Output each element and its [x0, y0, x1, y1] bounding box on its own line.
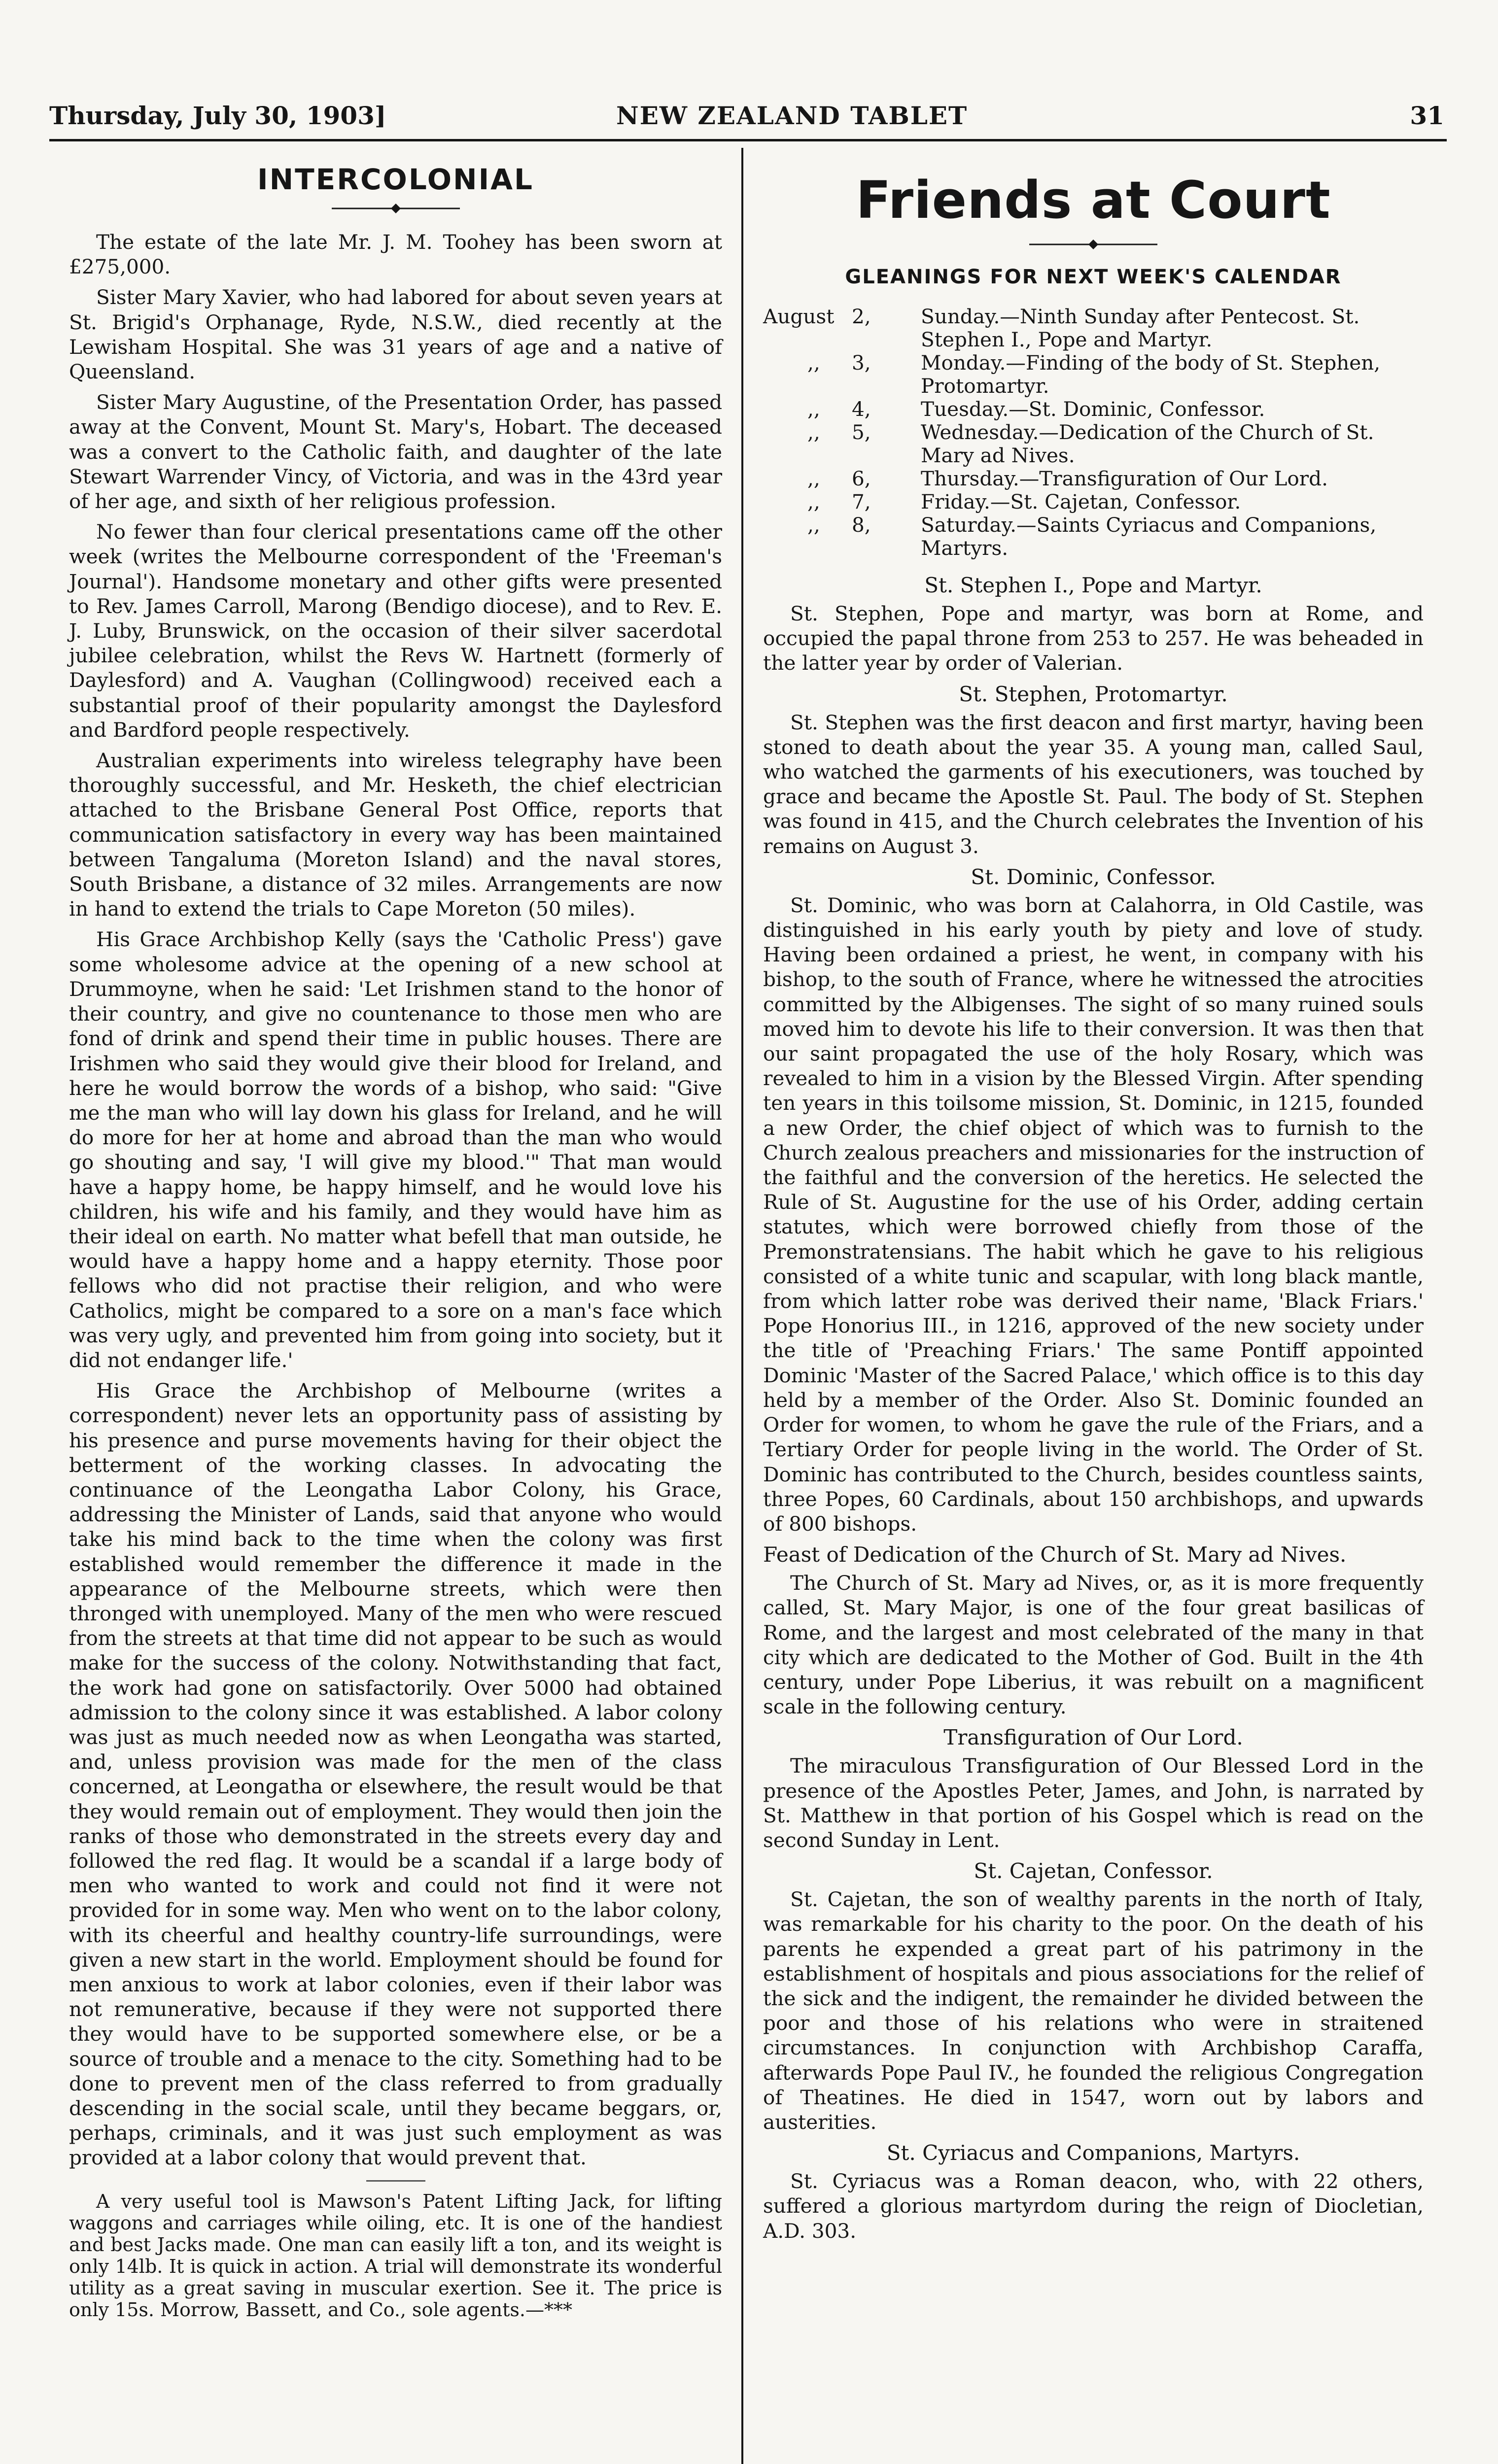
section-text: The Church of St. Mary ad Nives, or, as it is more frequently called, St. Mary Major, is one of the four great basilicas of Rome, and the largest and most celebrated of the many in that city which are dedicated to the Mother of God. Built in the 4th century, under Pope Liberius, it was rebuilt on a magnificent scale in the following century.	[763, 1571, 1424, 1719]
calendar-month: ,,	[807, 351, 820, 375]
calendar-month: ,,	[807, 490, 820, 513]
section-heading: St. Cajetan, Confessor.	[974, 1859, 1213, 1883]
calendar-entry	[763, 490, 1424, 513]
calendar-day: 6,	[852, 467, 871, 490]
calendar-entry	[763, 305, 1424, 351]
section-heading: St. Stephen I., Pope and Martyr.	[924, 573, 1262, 597]
section-text: St. Dominic, who was born at Calahorra, in Old Castile, was distinguished in his early youth by piety and love of study. Having been ordained a priest, he went, in company with his bishop, to the south of France, where he witnessed the atrocities committed by the Albigenses. The sight of so many ruined souls moved him to devote his life to their conversion. It was then that our saint propagated the use of the holy Rosary, which was revealed to him in a vision by the Blessed Virgin. After spending ten years in this toilsome mission, St. Dominic, in 1215, founded a new Order, the chief object of which was to furnish to the Church zealous preachers and missionaries for the instruction of the faithful and the conversion of the heretics. He selected the Rule of St. Augustine for the use of his Order, adding certain statutes, which were borrowed chiefly from those of the Premonstratensians. The habit which he gave to his religious consisted of a white tunic and scapular, with long black mantle, from which latter robe was derived their name, 'Black Friars.' Pope Honorius III., in 1216, approved of the new society under the title of 'Preaching Friars.' The same Pontiff appointed Dominic 'Master of the Sacred Palace,' which office is to this day held by a member of the Order. Also St. Dominic founded an Order for women, to whom he gave the rule of the Friars, and a Tertiary Order for people living in the world. The Order of St. Dominic has contributed to the Church, besides countless saints, three Popes, 60 Cardinals, about 150 archbishops, and upwards of 800 bishops.	[763, 893, 1424, 1536]
calendar-entry	[763, 421, 1424, 467]
section-heading: St. Stephen, Protomartyr.	[959, 682, 1228, 706]
calendar-month: ,,	[807, 467, 820, 490]
section-heading: St. Cyriacus and Companions, Martyrs.	[886, 2141, 1300, 2165]
calendar-text: Monday.—Finding of the body of St. Stephen, Protomartyr.	[921, 351, 1381, 398]
intercolonial-heading: INTERCOLONIAL	[257, 163, 534, 196]
left-paragraph: Sister Mary Xavier, who had labored for about seven years at St. Brigid's Orphanage, Ryde, N.S.W., died recently at the Lewisham Hospital. She was 31 years of age and a native of Queensland.	[69, 285, 722, 384]
calendar-list	[763, 305, 1424, 560]
left-paragraph: Australian experiments into wireless telegraphy have been thoroughly successful, and Mr. Hesketh, the chief electrician attached to the Brisbane General Post Office, reports that communication satisfactory in every way has been maintained between Tangaluma (Moreton Island) and the naval stores, South Brisbane, a distance of 32 miles. Arrangements are now in hand to extend the trials to Cape Moreton (50 miles).	[69, 749, 722, 921]
left-paragraph: The estate of the late Mr. J. M. Toohey has been sworn at £275,000.	[69, 230, 722, 279]
calendar-entry	[763, 467, 1424, 490]
advert-text: A very useful tool is Mawson's Patent Lifting Jack, for lifting waggons and carriages while oiling, etc. It is one of the handiest and best Jacks made. One man can easily lift a ton, and its weight is only 14lb. It is quick in action. A trial will demonstrate its wonderful utility as a great saving in muscular exertion. See it. The price is only 15s. Morrow, Bassett, and Co., sole agents.—***	[69, 2190, 722, 2321]
calendar-month: August	[763, 305, 835, 328]
section-heading: Feast of Dedication of the Church of St. Mary ad Nives.	[763, 1542, 1347, 1567]
calendar-day: 8,	[852, 513, 871, 537]
right-column	[763, 170, 1424, 2249]
calendar-day: 2,	[852, 305, 871, 328]
section-text: St. Stephen was the first deacon and first martyr, having been stoned to death about the year 35. A young man, called Saul, who watched the garments of his executioners, was touched by grace and became the Apostle St. Paul. The body of St. Stephen was found in 415, and the Church celebrates the Invention of his remains on August 3.	[763, 710, 1424, 858]
calendar-text: Wednesday.—Dedication of the Church of St. Mary ad Nives.	[921, 420, 1374, 467]
section-heading: St. Dominic, Confessor.	[971, 864, 1216, 889]
calendar-text: Tuesday.—St. Dominic, Confessor.	[921, 397, 1265, 421]
calendar-month: ,,	[807, 513, 820, 537]
section-heading: Transfiguration of Our Lord.	[943, 1725, 1243, 1750]
calendar-day: 4,	[852, 397, 871, 421]
friends-at-court-title: Friends at Court	[856, 170, 1331, 230]
masthead-rule	[49, 139, 1447, 141]
calendar-text: Thursday.—Transfiguration of Our Lord.	[921, 467, 1328, 490]
issue-date: Thursday, July 30, 1903]	[49, 101, 386, 130]
calendar-text: Saturday.—Saints Cyriacus and Companions, Martyrs.	[921, 513, 1377, 560]
calendar-entry	[763, 351, 1424, 398]
calendar-day: 5,	[852, 420, 871, 444]
section-text: The miraculous Transfiguration of Our Blessed Lord in the presence of the Apostles Peter, James, and John, is narrated by St. Matthew in that portion of his Gospel which is read on the second Sunday in Lent.	[763, 1754, 1424, 1852]
section-text: St. Stephen, Pope and martyr, was born at Rome, and occupied the papal throne from 253 to 257. He was beheaded in the latter year by order of Valerian.	[763, 602, 1424, 675]
calendar-entry	[763, 398, 1424, 421]
left-column	[69, 163, 722, 2327]
ornament-divider	[763, 237, 1424, 257]
calendar-text: Friday.—St. Cajetan, Confessor.	[921, 490, 1241, 513]
calendar-month: ,,	[807, 397, 820, 421]
calendar-day: 3,	[852, 351, 871, 375]
left-paragraph: Sister Mary Augustine, of the Presentation Order, has passed away at the Convent, Mount St. Mary's, Hobart. The deceased was a convert to the Catholic faith, and daughter of the late Stewart Warrender Vincy, of Victoria, and was in the 43rd year of her age, and sixth of her religious profession.	[69, 390, 722, 513]
calendar-text: Sunday.—Ninth Sunday after Pentecost. St. Stephen I., Pope and Martyr.	[921, 305, 1360, 351]
section-text: St. Cajetan, the son of wealthy parents in the north of Italy, was remarkable for his charity to the poor. On the death of his parents he expended a great part of his patrimony in the establishment of hospitals and pious associations for the relief of the sick and the indigent, the remainder he divided between the poor and those of his relations who were in straitened circumstances. In conjunction with Archbishop Caraffa, afterwards Pope Paul IV., he founded the religious Congregation of Theatines. He died in 1547, worn out by labors and austerities.	[763, 1887, 1424, 2134]
short-divider	[366, 2180, 425, 2182]
calendar-day: 7,	[852, 490, 871, 513]
masthead	[49, 101, 1444, 136]
ornament-divider	[69, 201, 722, 221]
left-paragraph: No fewer than four clerical presentations came off the other week (writes the Melbourne correspondent of the 'Freeman's Journal'). Handsome monetary and other gifts were presented to Rev. James Carroll, Marong (Bendigo diocese), and to Rev. E. J. Luby, Brunswick, on the occasion of their silver sacerdotal jubilee celebration, whilst the Revs W. Hartnett (formerly of Daylesford) and A. Vaughan (Collingwood) received each a substantial proof of their popularity amongst the Daylesford and Bardford people respectively.	[69, 520, 722, 742]
calendar-subtitle: GLEANINGS FOR NEXT WEEK'S CALENDAR	[845, 266, 1342, 288]
advertisement	[69, 2190, 722, 2321]
calendar-month: ,,	[807, 420, 820, 444]
diamond-rule-icon	[332, 201, 460, 216]
left-paragraph: His Grace the Archbishop of Melbourne (writes a correspondent) never lets an opportunity pass of assisting by his presence and purse movements having for their object the betterment of the working classes. In advocating the continuance of the Leongatha Labor Colony, his Grace, addressing the Minister of Lands, said that anyone who would take his mind back to the time when the colony was first established would remember the difference it made in the appearance of the Melbourne streets, which were then thronged with unemployed. Many of the men who were rescued from the streets at that time did not appear to be such as would make for the success of the colony. Notwithstanding that fact, the work had gone on satisfactorily. Over 5000 had obtained admission to the colony since it was established. A labor colony was just as much needed now as when Leongatha was started, and, unless provision was made for the men of the class concerned, at Leongatha or elsewhere, the result would be that they would remain out of employment. They would then join the ranks of those who demonstrated in the streets every day and followed the red flag. It would be a scandal if a large body of men who wanted to work and could not find it were not provided for in some way. Men who went on to the labor colony, with its cheerful and healthy country-life surroundings, were given a new start in the world. Employment should be found for men anxious to work at labor colonies, even if their labor was not remunerative, because if they were not supported there they would have to be supported somewhere else, or be a source of trouble and a menace to the city. Something had to be done to prevent men of the class referred to from gradually descending in the social scale, until they became beggars, or, perhaps, criminals, and it was just such employment as was provided at a labor colony that would prevent that.	[69, 1379, 722, 2170]
calendar-entry	[763, 513, 1424, 560]
left-paragraph: His Grace Archbishop Kelly (says the 'Catholic Press') gave some wholesome advice at the opening of a new school at Drummoyne, when he said: 'Let Irishmen stand to the honor of their country, and give no countenance to those men who are fond of drink and spend their time in public houses. There are Irishmen who said they would give their blood for Ireland, and here he would borrow the words of a bishop, who said: "Give me the man who will lay down his glass for Ireland, and he will do more for her at home and abroad than the man who would go shouting and say, 'I will give my blood.'" That man would have a happy home, be happy himself, and he would love his children, his wife and his family, and they would have him as their ideal on earth. No matter what befell that man outside, he would have a happy home and a happy eternity. Those poor fellows who did not practise their religion, and who were Catholics, might be compared to a sore on a man's face which was very ugly, and prevented him from going into society, but it did not endanger life.'	[69, 927, 722, 1372]
page-number: 31	[1410, 101, 1444, 130]
column-divider	[741, 148, 743, 2464]
section-text: St. Cyriacus was a Roman deacon, who, with 22 others, suffered a glorious martyrdom during the reign of Diocletian, A.D. 303.	[763, 2169, 1424, 2243]
diamond-rule-icon	[1029, 237, 1157, 252]
publication-name: NEW ZEALAND TABLET	[616, 101, 968, 130]
